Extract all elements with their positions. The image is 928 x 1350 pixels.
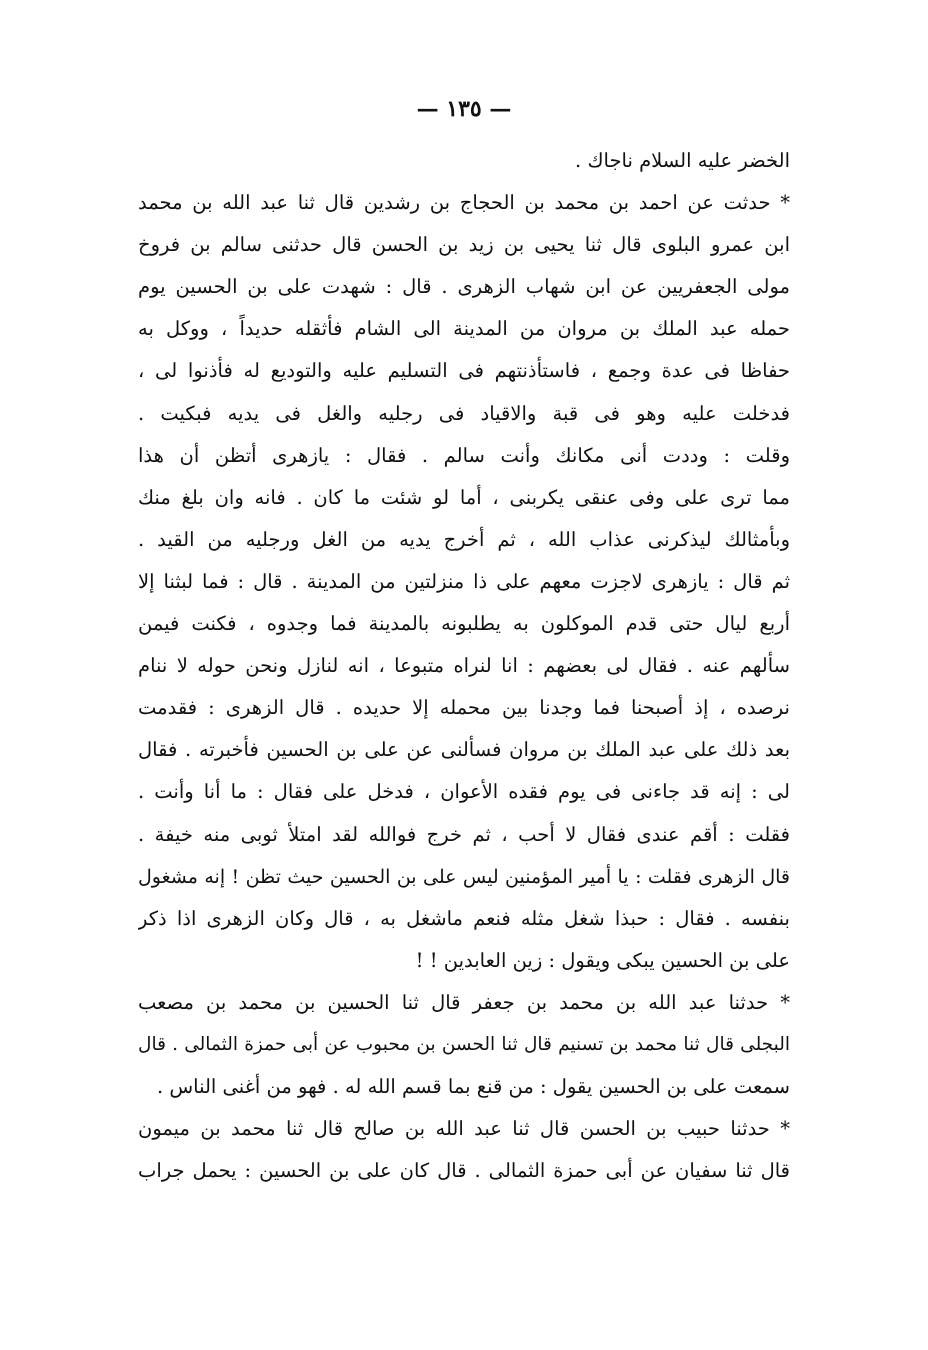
text-line: بعد ذلك على عبد الملك بن مروان فسألنى عن على بن الحسين فأخبرته . فقال: [138, 738, 790, 762]
page-number: — ١٣٥ —: [416, 96, 512, 122]
text-line: وقلت : وددت أنى مكانك وأنت سالم . فقال : يازهرى أتظن أن هذا: [138, 443, 790, 467]
text-line: قال ثنا سفيان عن أبى حمزة الثمالى . قال كان على بن الحسين : يحمل جراب: [138, 1159, 790, 1183]
text-line: حفاظا فى عدة وجمع ، فاستأذنتهم فى التسليم عليه والتوديع له فأذنوا لى ،: [138, 359, 790, 383]
text-line: ثم قال : يازهرى لاجزت معهم على ذا منزلتين من المدينة . قال : فما لبثنا إلا: [138, 569, 790, 593]
text-line: فقلت : أقم عندى فقال لا أحب ، ثم خرج فوالله لقد امتلأ ثوبى منه خيفة .: [138, 822, 790, 846]
text-line: مما ترى على وفى عنقى يكربنى ، أما لو شئت ما كان . فانه وان بلغ منك: [138, 485, 790, 509]
text-line: سمعت على بن الحسين يقول : من قنع بما قسم الله له . فهو من أغنى الناس .: [156, 1075, 790, 1099]
text-line: سألهم عنه . فقال لى بعضهم : انا لنراه متبوعا ، انه لنازل ونحن حوله لا ننام: [138, 654, 790, 678]
body-text: [138, 140, 790, 1192]
text-line: مولى الجعفريين عن ابن شهاب الزهرى . قال : شهدت على بن الحسين يوم: [138, 275, 790, 299]
text-line: البجلى قال ثنا محمد بن تسنيم قال ثنا الحسن بن محبوب عن أبى حمزة الثمالى . قال: [138, 1033, 790, 1055]
text-line: بنفسه . فقال : حبذا شغل مثله فنعم ماشغل به ، قال وكان الزهرى اذا ذكر: [138, 906, 790, 930]
text-line: ابن عمرو البلوى قال ثنا يحيى بن زيد بن الحسن قال حدثنى سالم بن فروخ: [138, 233, 790, 257]
text-line: الخضر عليه السلام ناجاك .: [575, 149, 790, 172]
text-line: وبأمثالك ليذكرنى عذاب الله ، ثم أخرج يديه من الغل ورجليه من القيد .: [138, 527, 790, 551]
text-line: فدخلت عليه وهو فى قبة والاقياد فى رجليه والغل فى يديه فبكيت .: [138, 401, 790, 425]
text-line: * حدثنا عبد الله بن محمد بن جعفر قال ثنا الحسين بن محمد بن مصعب: [138, 990, 790, 1014]
text-line: حمله عبد الملك بن مروان من المدينة الى الشام فأثقله حديداً ، ووكل به: [138, 317, 790, 341]
text-line: لى : إنه قد جاءنى فى يوم فقده الأعوان ، فدخل على فقال : ما أنا وأنت .: [138, 780, 790, 804]
text-line: * حدثت عن احمد بن محمد بن الحجاج بن رشدين قال ثنا عبد الله بن محمد: [138, 191, 790, 215]
text-line: على بن الحسين يبكى ويقول : زين العابدين ! !: [415, 948, 790, 972]
text-line: أربع ليال حتى قدم الموكلون به يطلبونه بالمدينة فما وجدوه ، فكنت فيمن: [138, 612, 790, 636]
text-line: نرصده ، إذ أصبحنا فما وجدنا بين محمله إلا حديده . قال الزهرى : فقدمت: [138, 696, 790, 720]
text-line: قال الزهرى فقلت : يا أمير المؤمنين ليس على بن الحسين حيث تظن ! إنه مشغول: [138, 865, 790, 888]
text-line: * حدثنا حبيب بن الحسن قال ثنا عبد الله بن صالح قال ثنا محمد بن ميمون: [138, 1117, 790, 1141]
